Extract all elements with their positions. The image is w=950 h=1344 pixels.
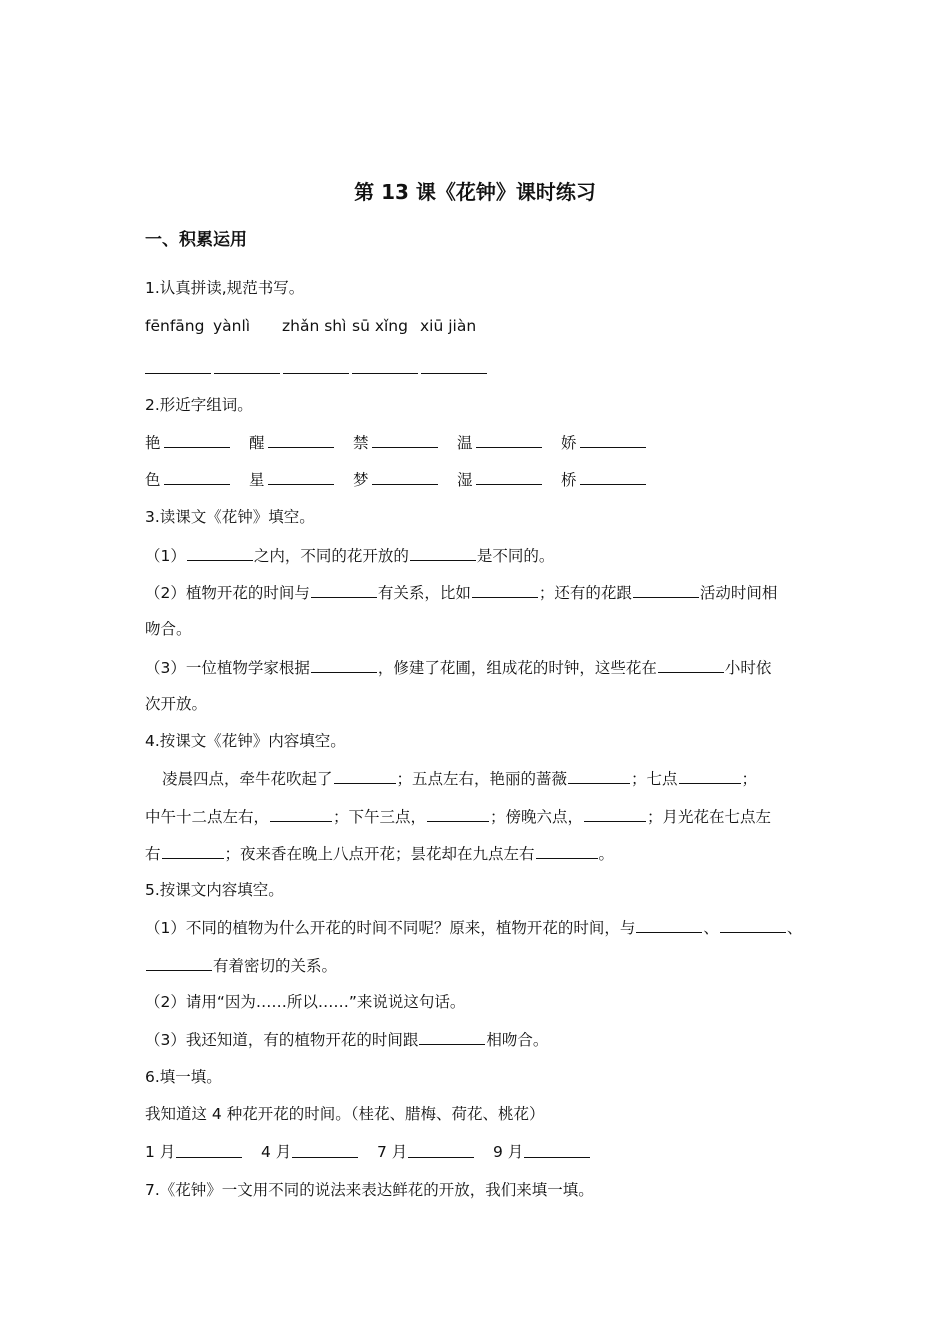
- text: 活动时间相: [699, 584, 778, 602]
- q2-label: 2.形近字组词。: [145, 396, 253, 414]
- char: 桥: [561, 471, 577, 489]
- answer-blank[interactable]: [334, 768, 396, 784]
- q4-line-1: [162, 768, 757, 789]
- q3-part-3-cont: 次开放。: [145, 695, 208, 713]
- answer-blank[interactable]: [187, 545, 253, 561]
- answer-blank[interactable]: [419, 1029, 485, 1045]
- answer-blank[interactable]: [268, 469, 334, 485]
- answer-blank[interactable]: [580, 469, 646, 485]
- text: （3）一位植物学家根据: [145, 659, 310, 677]
- q3-label: 3.读课文《花钟》填空。: [145, 508, 315, 526]
- q3-part-3: [145, 657, 771, 678]
- q5-label: 5.按课文内容填空。: [145, 881, 284, 899]
- char: 娇: [561, 434, 577, 452]
- answer-line[interactable]: [214, 372, 280, 374]
- answer-blank[interactable]: [636, 917, 702, 933]
- answer-line[interactable]: [145, 372, 211, 374]
- answer-blank[interactable]: [270, 806, 332, 822]
- text: 之内，不同的花开放的: [253, 547, 409, 565]
- text: ；傍晚六点，: [490, 808, 584, 826]
- answer-blank[interactable]: [720, 917, 786, 933]
- answer-blank[interactable]: [146, 955, 212, 971]
- text: ；: [741, 770, 758, 788]
- answer-blank[interactable]: [476, 469, 542, 485]
- answer-blank[interactable]: [633, 582, 699, 598]
- char: 星: [249, 471, 265, 489]
- q1-label: 1.认真拼读,规范书写。: [145, 279, 305, 297]
- q2-row-1: [145, 432, 665, 453]
- text: 中午十二点左右，: [145, 808, 270, 826]
- answer-blank[interactable]: [536, 843, 598, 859]
- q6-description: 我知道这 4 种花开花的时间。（桂花、腊梅、荷花、桃花）: [145, 1105, 545, 1123]
- text: 、: [703, 919, 719, 937]
- char: 禁: [353, 434, 369, 452]
- text: 右: [145, 845, 161, 863]
- text: 相吻合。: [486, 1031, 549, 1049]
- q2-row-2: [145, 469, 665, 490]
- answer-blank[interactable]: [410, 545, 476, 561]
- text: （1）不同的植物为什么开花的时间不同呢？原来，植物开花的时间，与: [145, 919, 636, 937]
- char: 色: [145, 471, 161, 489]
- pinyin-1: fēnfāng: [145, 317, 205, 335]
- answer-blank[interactable]: [679, 768, 741, 784]
- text: 。: [598, 845, 615, 863]
- answer-blank[interactable]: [658, 657, 724, 673]
- text: 小时依: [724, 659, 772, 677]
- answer-blank[interactable]: [568, 768, 630, 784]
- char: 艳: [145, 434, 161, 452]
- text: 有着密切的关系。: [213, 957, 338, 975]
- text: ；五点左右，艳丽的蔷薇: [396, 770, 568, 788]
- q4-line-3: [145, 843, 614, 864]
- month-label: 1 月: [145, 1143, 176, 1161]
- char: 醒: [249, 434, 265, 452]
- answer-blank[interactable]: [311, 657, 377, 673]
- answer-blank[interactable]: [472, 582, 538, 598]
- q1-pinyin-row: [145, 316, 476, 336]
- q6-label: 6.填一填。: [145, 1068, 222, 1086]
- section-heading: 一、积累运用: [145, 230, 247, 250]
- answer-blank[interactable]: [164, 432, 230, 448]
- pinyin-5: xiū jiàn: [420, 317, 477, 335]
- q4-line-2: [145, 806, 771, 827]
- q3-part-2: [145, 582, 777, 603]
- answer-blank[interactable]: [372, 469, 438, 485]
- text: ；月光花在七点左: [647, 808, 772, 826]
- text: ；夜来香在晚上八点开花；昙花却在九点左右: [224, 845, 535, 863]
- q1-answer-lines: [145, 372, 487, 374]
- q3-part-1: [145, 545, 554, 566]
- month-label: 7 月: [377, 1143, 408, 1161]
- answer-blank[interactable]: [408, 1142, 474, 1158]
- month-label: 4 月: [261, 1143, 292, 1161]
- answer-blank[interactable]: [427, 806, 489, 822]
- answer-blank[interactable]: [162, 843, 224, 859]
- text: ；下午三点，: [333, 808, 427, 826]
- answer-line[interactable]: [352, 372, 418, 374]
- text: 、: [786, 919, 803, 937]
- answer-blank[interactable]: [311, 582, 377, 598]
- answer-line[interactable]: [421, 372, 487, 374]
- char: 梦: [353, 471, 369, 489]
- pinyin-2: yànlì: [213, 317, 251, 335]
- answer-blank[interactable]: [372, 432, 438, 448]
- q6-months-row: [145, 1142, 609, 1162]
- answer-blank[interactable]: [584, 806, 646, 822]
- text: （2）植物开花的时间与: [145, 584, 310, 602]
- text: ；还有的花跟: [538, 584, 632, 602]
- month-label: 9 月: [493, 1143, 524, 1161]
- char: 温: [457, 434, 473, 452]
- text: 是不同的。: [476, 547, 555, 565]
- answer-blank[interactable]: [176, 1142, 242, 1158]
- text: 有关系，比如: [377, 584, 471, 602]
- answer-blank[interactable]: [164, 469, 230, 485]
- answer-blank[interactable]: [524, 1142, 590, 1158]
- q3-part-2-cont: 吻合。: [145, 620, 192, 638]
- text: 凌晨四点，牵牛花吹起了: [162, 770, 333, 788]
- q4-label: 4.按课文《花钟》内容填空。: [145, 732, 346, 750]
- answer-line[interactable]: [283, 372, 349, 374]
- text: （3）我还知道，有的植物开花的时间跟: [145, 1031, 419, 1049]
- answer-blank[interactable]: [580, 432, 646, 448]
- q5-part-1-cont: [145, 955, 337, 976]
- page-title: 第 13 课《花钟》课时练习: [354, 180, 596, 204]
- text: （1）: [145, 547, 186, 565]
- q5-part-2: （2）请用“因为……所以……”来说说这句话。: [145, 993, 466, 1011]
- text: ；七点: [631, 770, 678, 788]
- q5-part-3: [145, 1029, 548, 1050]
- answer-blank[interactable]: [292, 1142, 358, 1158]
- text: ，修建了花圃，组成花的时钟，这些花在: [377, 659, 657, 677]
- char: 湿: [457, 471, 473, 489]
- pinyin-3: zhǎn shì: [282, 317, 347, 335]
- answer-blank[interactable]: [268, 432, 334, 448]
- q5-part-1: [145, 917, 802, 938]
- answer-blank[interactable]: [476, 432, 542, 448]
- q7-label: 7.《花钟》一文用不同的说法来表达鲜花的开放，我们来填一填。: [145, 1181, 594, 1199]
- pinyin-4: sū xǐng: [352, 317, 408, 335]
